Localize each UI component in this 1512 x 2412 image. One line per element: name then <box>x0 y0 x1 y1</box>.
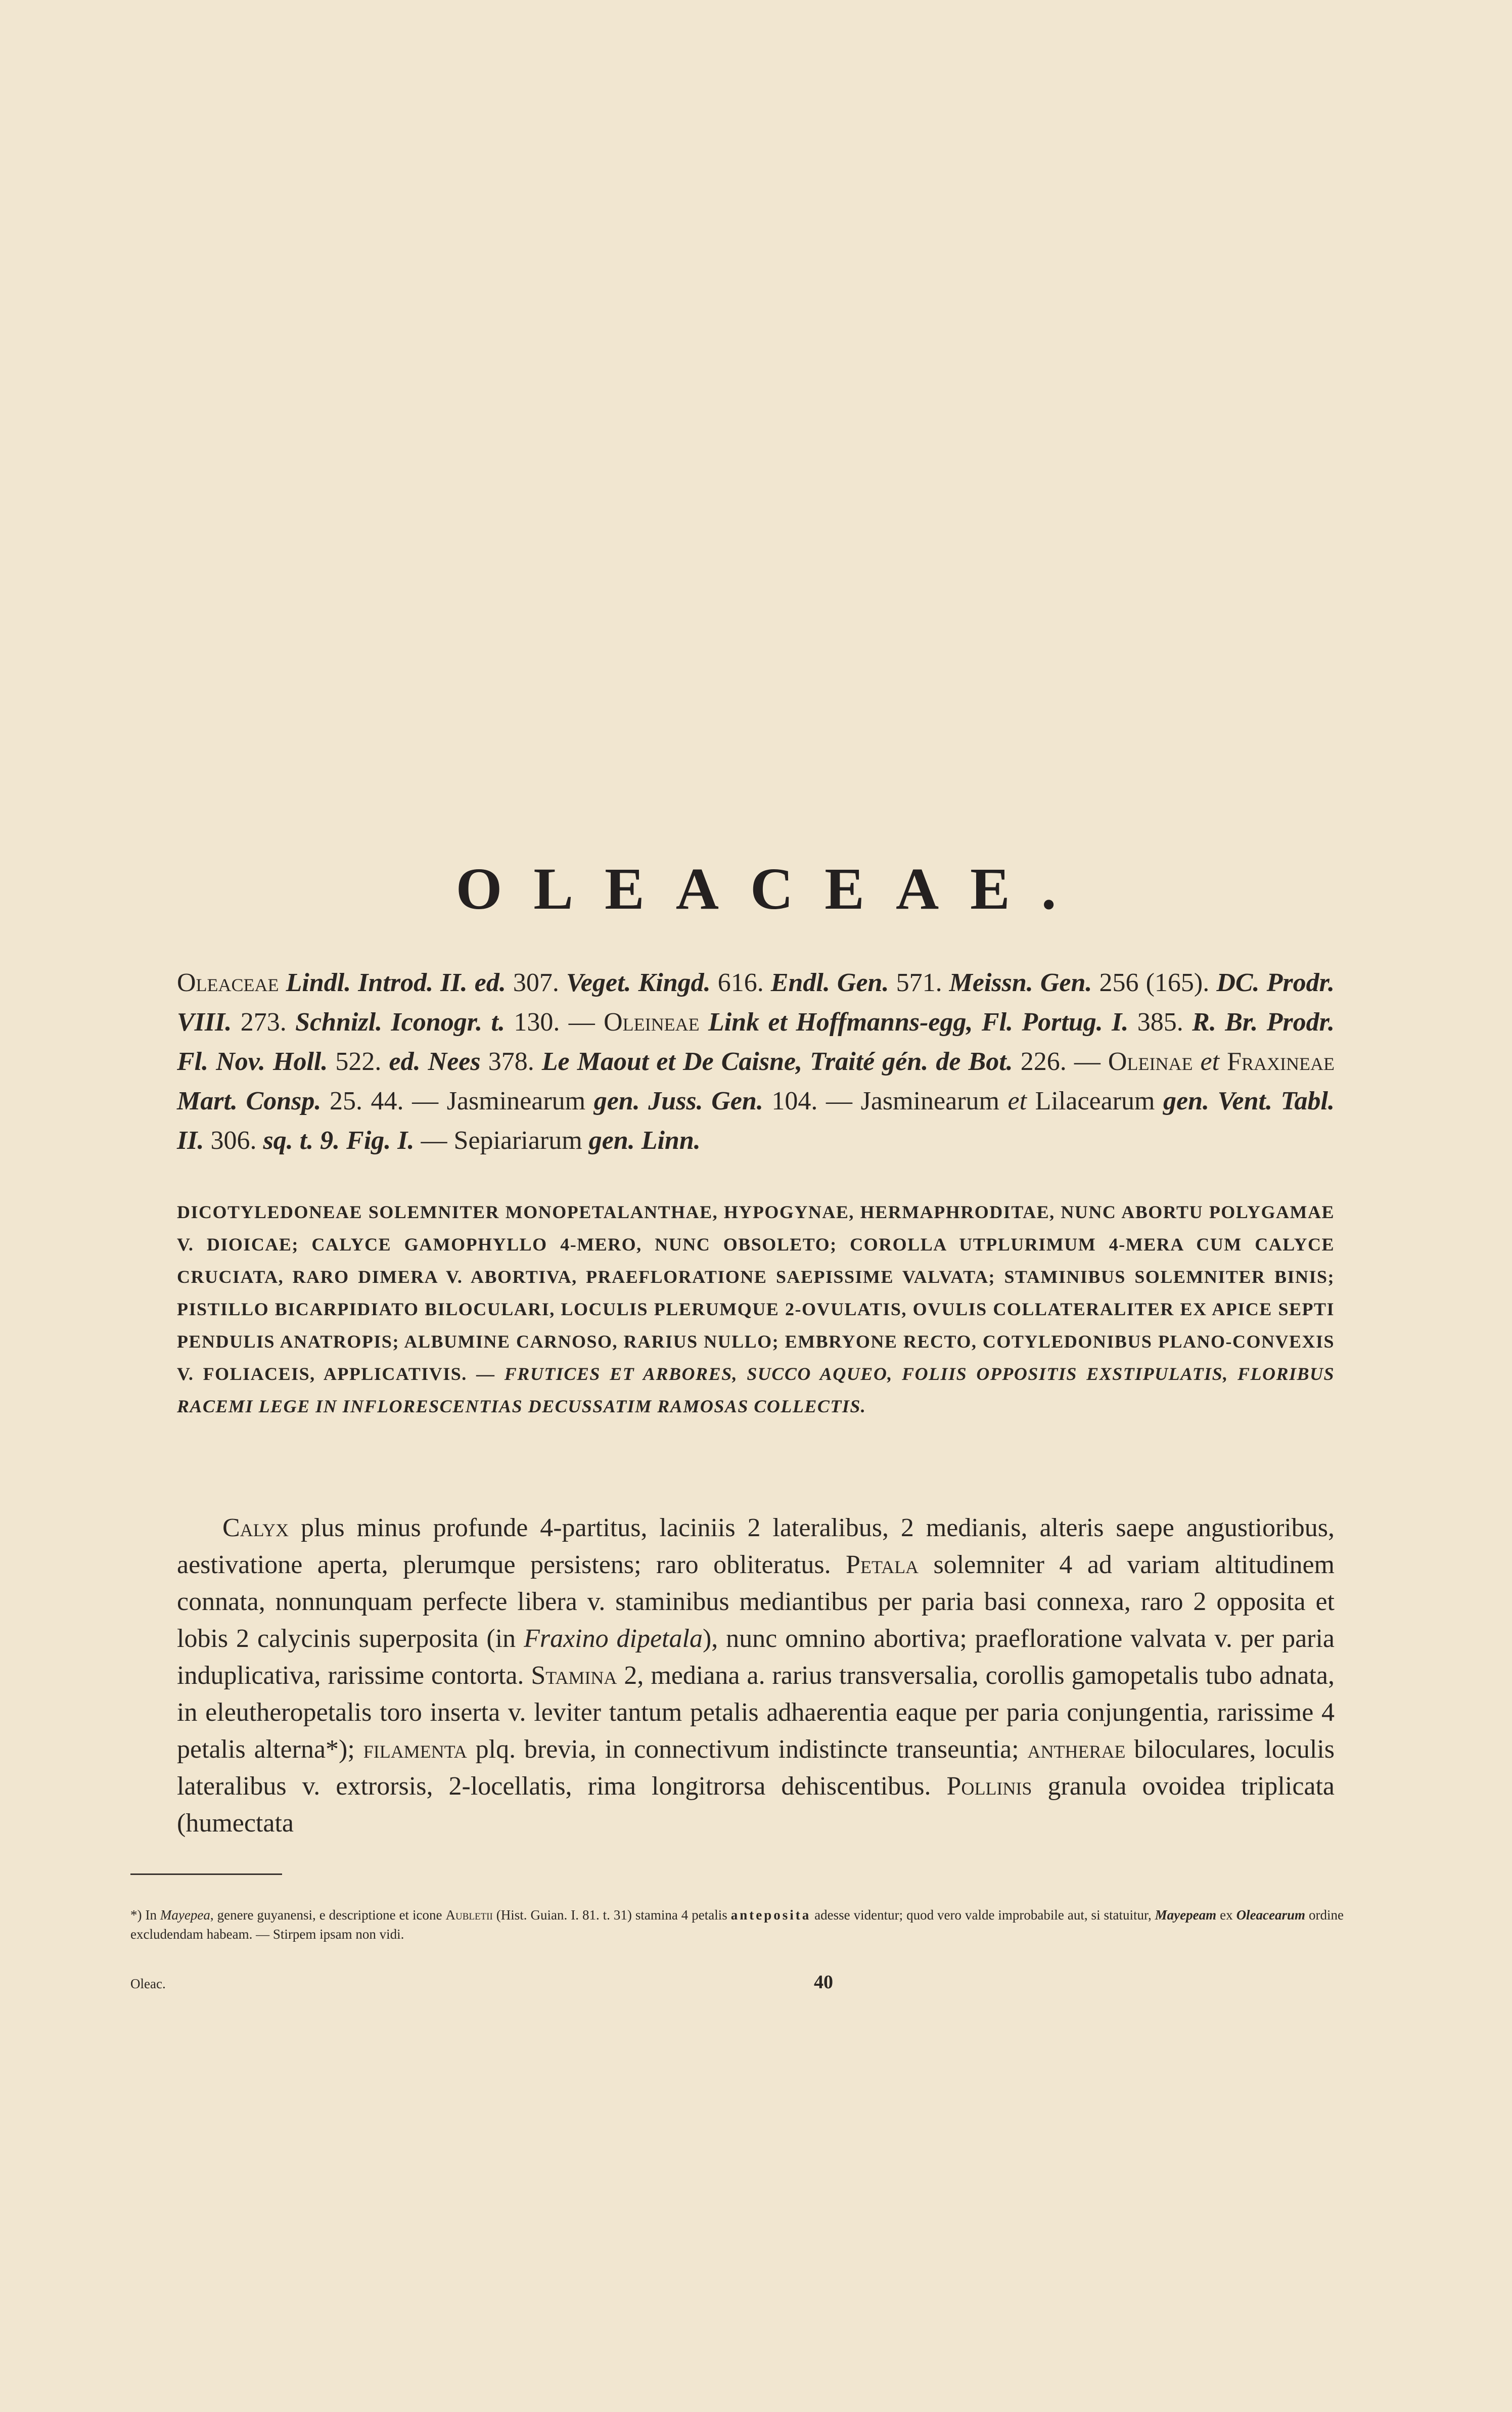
description-text: 2, mediana a. rarius transversalia, corollis gamopetalis tubo adnata, in eleutheropetalis toro inserta v. leviter tantum petalis adhaerentia eaque per paria conjungentia, rarissime 4 petalis alterna*); <box>177 1661 1335 1764</box>
citation-number: 385. <box>1128 1008 1193 1037</box>
organ-heading: Petala <box>846 1550 919 1579</box>
connector-text: et <box>1007 1087 1027 1115</box>
citation: Le Maout et De Caisne, Traité gén. de Bot. <box>541 1047 1013 1076</box>
description-text: granula ovoidea triplicata (humectata <box>177 1772 1335 1838</box>
citation-number: 378. <box>480 1047 542 1076</box>
citation: gen. Juss. Gen. <box>593 1087 763 1115</box>
footnote <box>130 1905 1344 1944</box>
description-paragraph <box>177 1509 1335 1842</box>
synonym-name: Oleaceae <box>177 968 279 997</box>
page-number: 40 <box>814 1972 833 1993</box>
taxon-name: Oleacearum <box>1236 1907 1306 1923</box>
taxon-name: Fraxino dipetala <box>524 1624 703 1653</box>
description-text: plq. brevia, in connectivum indistincte transeuntia; <box>467 1735 1028 1764</box>
citation-number: 256 (165). <box>1092 968 1217 997</box>
synonym-name: Oleineae <box>604 1008 700 1037</box>
citation-number: 306. <box>204 1126 263 1155</box>
description-text: biloculares, loculis lateralibus v. extrorsis, 2-locellatis, rima longitrorsa dehiscentibus. <box>177 1735 1335 1801</box>
description-text: solemniter 4 ad variam altitudinem connata, nonnunquam perfecte libera v. staminibus mediantibus per paria basi connexa, raro 2 opposita et lobis 2 calycinis superposita (in <box>177 1550 1335 1653</box>
citation-number: 25. 44. — Jasminearum <box>321 1087 594 1115</box>
citation: gen. Linn. <box>588 1126 701 1155</box>
synonym-name: Fraxineae <box>1227 1047 1335 1076</box>
signature-mark: Oleac. <box>130 1976 166 1991</box>
organ-heading: filamenta <box>363 1735 467 1764</box>
citation-number: — Sepiariarum <box>414 1126 589 1155</box>
citation-number: 522. <box>328 1047 389 1076</box>
footnote-text: ordine excludendam habeam. — Stirpem ipsam non vidi. <box>130 1907 1344 1942</box>
citation: gen. Vent. Tabl. II. <box>177 1087 1335 1155</box>
footnote-text: ex <box>1216 1907 1236 1923</box>
synonymy-paragraph <box>177 963 1335 1160</box>
taxon-name: Mayepeam <box>1155 1907 1217 1923</box>
citation-number: 571. <box>889 968 949 997</box>
organ-heading: antherae <box>1027 1735 1126 1764</box>
citation-number: 273. <box>232 1008 296 1037</box>
taxon-name: Mayepea <box>160 1907 210 1923</box>
emphasis-text: anteposita <box>730 1907 811 1923</box>
citation: Veget. Kingd. <box>566 968 711 997</box>
description-text: ), nunc omnino abortiva; praefloratione valvata v. per paria induplicativa, rarissime contorta. <box>177 1624 1335 1690</box>
citation: R. Br. Prodr. Fl. Nov. Holl. <box>177 1008 1335 1076</box>
citation: Endl. Gen. <box>770 968 889 997</box>
footnote-text: , genere guyanensi, e descriptione et icone <box>210 1907 446 1923</box>
diagnosis-text: DICOTYLEDONEAE SOLEMNITER MONOPETALANTHAE, HYPOGYNAE, HERMAPHRODITAE, NUNC ABORTU POLYGAMAE V. DIOICAE; CALYCE GAMOPHYLLO 4-MERO, NUNC OBSOLETO; COROLLA UTPLURIMUM 4-MERA CUM CALYCE CRUCIATA, RARO DIMERA V. ABORTIVA, PRAEFLORATIONE SAEPISSIME VALVATA; STAMINIBUS SOLEMNITER BINIS; PISTILLO BICARPIDIATO BILOCULARI, LOCULIS PLERUMQUE 2-OVULATIS, OVULIS COLLATERALITER EX APICE SEPTI PENDULIS ANATROPIS; ALBUMINE CARNOSO, RARIUS NULLO; EMBRYONE RECTO, COTYLEDONIBUS PLANO-CONVEXIS V. FOLIACEIS, APPLICATIVIS. — <box>177 1202 1335 1384</box>
spacer-text <box>700 1008 708 1037</box>
citation: Mart. Consp. <box>177 1087 322 1115</box>
citation: ed. Nees <box>389 1047 481 1076</box>
citation: DC. Prodr. VIII. <box>177 968 1335 1037</box>
organ-heading: Pollinis <box>946 1772 1032 1801</box>
citation-number: 130. — <box>505 1008 604 1037</box>
citation: Lindl. Introd. II. ed. <box>286 968 506 997</box>
citation-number: 104. — Jasminearum <box>763 1087 1008 1115</box>
footnote-divider <box>130 1873 282 1875</box>
citation-number: 307. <box>506 968 566 997</box>
citation: Schnizl. Iconogr. t. <box>295 1008 505 1037</box>
footnote-text: *) In <box>130 1907 160 1923</box>
organ-heading: Stamina <box>531 1661 617 1690</box>
synonym-name: Lilacearum <box>1027 1087 1163 1115</box>
author-name: Aubletii <box>445 1907 493 1923</box>
synonym-name: Oleinae <box>1108 1047 1193 1076</box>
citation: sq. t. 9. Fig. I. <box>263 1126 415 1155</box>
connector-text: et <box>1193 1047 1227 1076</box>
description-text: plus minus profunde 4-partitus, laciniis 2 lateralibus, 2 medianis, alteris saepe angustioribus, aestivatione aperta, plerumque persistens; raro obliteratus. <box>177 1513 1335 1579</box>
citation-number: 616. <box>710 968 771 997</box>
diagnosis-habit: FRUTICES ET ARBORES, SUCCO AQUEO, FOLIIS OPPOSITIS EXSTIPULATIS, FLORIBUS RACEMI LEGE IN INFLORESCENTIAS DECUSSATIM RAMOSAS COLLECTIS. <box>177 1364 1335 1416</box>
citation: Meissn. Gen. <box>949 968 1092 997</box>
citation-number: 226. — <box>1013 1047 1108 1076</box>
diagnosis-paragraph <box>177 1196 1335 1422</box>
footnote-text: adesse videntur; quod vero valde improbabile aut, si statuitur, <box>811 1907 1155 1923</box>
footnote-text: (Hist. Guian. I. 81. t. 31) stamina 4 petalis <box>492 1907 731 1923</box>
citation: Link et Hoffmanns-egg, Fl. Portug. I. <box>708 1008 1129 1037</box>
page-title: OLEACEAE. <box>455 856 1088 922</box>
organ-heading: Calyx <box>222 1513 289 1542</box>
